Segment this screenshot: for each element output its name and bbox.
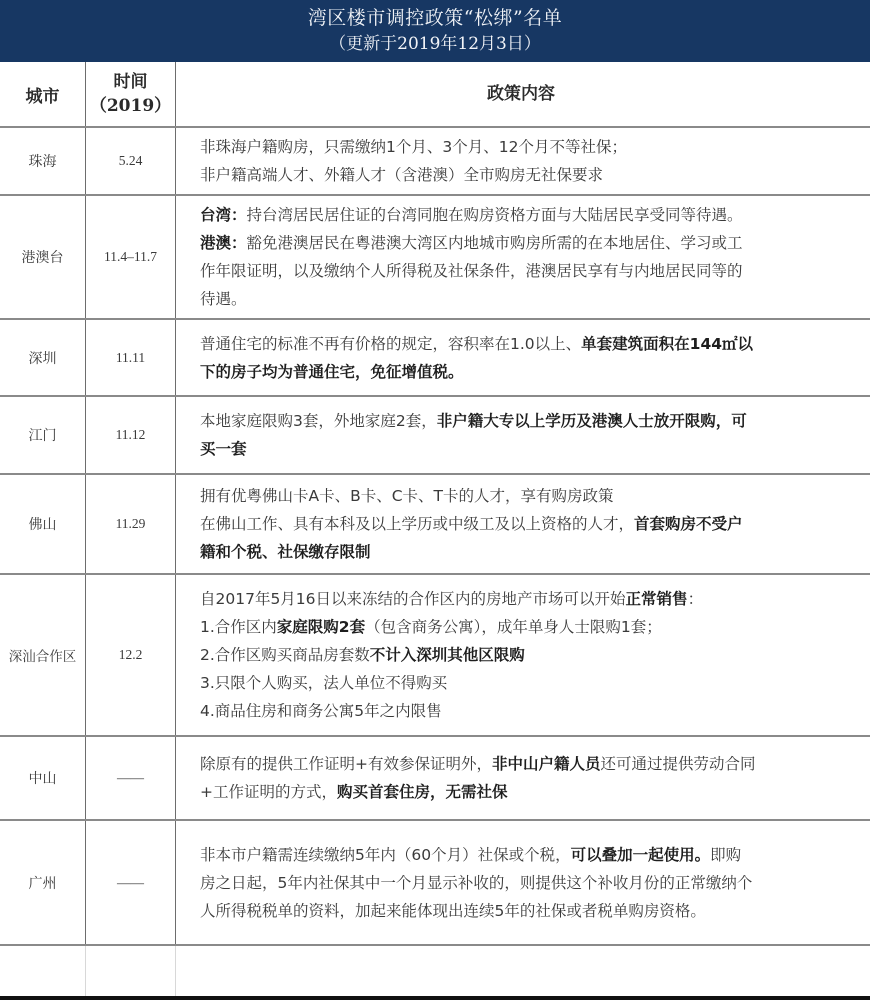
policy-text: 本地家庭限购3套，外地家庭2套， [200, 412, 437, 430]
time-cell: 11.12 [86, 397, 176, 473]
table-row [0, 575, 870, 737]
policy-text-bold: 单套建筑面积在144㎡以 [581, 334, 754, 353]
policy-line [200, 358, 753, 386]
policy-text: 待遇。 [200, 290, 247, 308]
empty-content-cell [176, 946, 870, 996]
table-row [0, 320, 870, 397]
policy-line [200, 841, 752, 869]
policy-text: 自2017年5月16日以来冻结的合作区内的房地产市场可以开始 [200, 590, 626, 608]
update-date-subtitle: （更新于2019年12月3日） [329, 34, 541, 54]
policy-text: 豁免港澳居民在粤港澳大湾区内地城市购房所需的在本地居住、学习或工 [246, 234, 743, 252]
policy-text-bold: 购买首套住房，无需社保 [337, 783, 508, 801]
policy-line [200, 229, 743, 257]
header-time-label: 时间 [113, 72, 148, 92]
policy-text-bold: 家庭限购2套 [276, 618, 366, 636]
policy-content-cell [176, 128, 870, 194]
table-row [0, 128, 870, 196]
bottom-edge [0, 996, 870, 1000]
policy-text: 在佛山工作、具有本科及以上学历或中级工及以上资格的人才， [200, 515, 635, 533]
policy-line [200, 285, 743, 313]
policy-content-cell [176, 737, 870, 819]
policy-text-bold: 港澳： [200, 234, 247, 252]
policy-text: 作年限证明，以及缴纳个人所得税及社保条件，港澳居民享有与内地居民同等的 [200, 262, 743, 280]
header-city: 城市 [0, 62, 86, 126]
policy-content-cell [176, 575, 870, 735]
policy-text-bold: 首套购房不受户 [634, 515, 743, 533]
policy-text: 2.合作区购买商品房套数 [200, 646, 370, 664]
policy-line [200, 538, 743, 566]
policy-text: （包含商务公寓），成年单身人士限购1套； [365, 618, 662, 636]
policy-line [200, 257, 743, 285]
city-cell: 广州 [0, 821, 86, 944]
city-cell: 港澳台 [0, 196, 86, 318]
table-row [0, 397, 870, 475]
policy-line [200, 435, 747, 463]
time-cell: 5.24 [86, 128, 176, 194]
policy-content-cell [176, 397, 870, 473]
header-time [86, 62, 176, 126]
table-row [0, 821, 870, 946]
header-content: 政策内容 [487, 84, 555, 104]
time-cell: 11.4–11.7 [86, 196, 176, 318]
policy-content-cell [176, 196, 870, 318]
policy-text: 即购 [710, 845, 742, 864]
policy-text: 除原有的提供工作证明+有效参保证明外， [200, 755, 492, 773]
policy-line [200, 585, 703, 613]
policy-line [200, 201, 743, 229]
policy-text: +工作证明的方式， [200, 783, 337, 801]
time-cell: —— [86, 821, 176, 944]
time-cell: 11.29 [86, 475, 176, 573]
policy-text: 非本市户籍需连续缴纳5年内（60个月）社保或个税， [200, 845, 571, 864]
policy-text: 普通住宅的标准不再有价格的规定，容积率在1.0以上、 [200, 334, 582, 353]
city-cell: 深汕合作区 [0, 575, 86, 735]
header-time-year: （2019） [89, 96, 172, 116]
policy-text: ： [687, 590, 704, 608]
policy-text-bold: 下的房子均为普通住宅，免征增值税。 [200, 362, 464, 381]
policy-text-bold: 正常销售 [625, 590, 688, 608]
policy-text-bold: 买一套 [200, 440, 247, 458]
city-cell: 佛山 [0, 475, 86, 573]
empty-table-row [0, 946, 870, 996]
policy-line [200, 697, 703, 725]
policy-line [200, 669, 703, 697]
policy-line [200, 330, 753, 358]
policy-content-cell [176, 821, 870, 944]
policy-text: 非户籍高端人才、外籍人才（含港澳）全市购房无社保要求 [200, 166, 604, 184]
time-cell: 11.11 [86, 320, 176, 395]
policy-text: 1.合作区内 [200, 618, 277, 636]
city-cell: 深圳 [0, 320, 86, 395]
policy-line [200, 510, 743, 538]
table-row [0, 196, 870, 320]
policy-line [200, 133, 627, 161]
table-row [0, 737, 870, 821]
policy-text-bold: 籍和个税、社保缴存限制 [200, 543, 371, 561]
policy-text: 4.商品住房和商务公寓5年之内限售 [200, 702, 442, 720]
policy-text: 房之日起，5年内社保其中一个月显示补收的，则提供这个补收月份的正常缴纳个 [200, 873, 753, 892]
policy-line [200, 869, 752, 897]
policy-text-bold: 非户籍大专以上学历及港澳人士放开限购，可 [436, 412, 747, 430]
policy-text: 持台湾居民居住证的台湾同胞在购房资格方面与大陆居民享受同等待遇。 [246, 206, 743, 224]
policy-text: 人所得税税单的资料，加起来能体现出连续5年的社保或者税单购房资格。 [200, 901, 706, 920]
policy-text-bold: 台湾： [200, 206, 247, 224]
policy-line [200, 613, 703, 641]
empty-city-cell [0, 946, 86, 996]
policy-line [200, 750, 756, 778]
page-title: 湾区楼市调控政策“松绑”名单 [307, 7, 563, 29]
city-cell: 珠海 [0, 128, 86, 194]
time-cell: —— [86, 737, 176, 819]
table-header-row [0, 62, 870, 128]
table-row [0, 475, 870, 575]
policy-text: 拥有优粤佛山卡A卡、B卡、C卡、T卡的人才，享有购房政策 [200, 487, 614, 505]
policy-text: 3.只限个人购买，法人单位不得购买 [200, 674, 448, 692]
empty-time-cell [86, 946, 176, 996]
city-cell: 中山 [0, 737, 86, 819]
policy-text-bold: 可以叠加一起使用。 [570, 845, 711, 864]
policy-text: 非珠海户籍购房，只需缴纳1个月、3个月、12个月不等社保； [200, 138, 627, 156]
policy-content-cell [176, 320, 870, 395]
policy-line [200, 641, 703, 669]
policy-line [200, 897, 752, 925]
policy-line [200, 407, 747, 435]
policy-text: 还可通过提供劳动合同 [600, 755, 756, 773]
time-cell: 12.2 [86, 575, 176, 735]
policy-text-bold: 不计入深圳其他区限购 [369, 646, 525, 664]
title-banner [0, 0, 870, 62]
city-cell: 江门 [0, 397, 86, 473]
policy-line [200, 161, 627, 189]
policy-line [200, 778, 756, 806]
policy-text-bold: 非中山户籍人员 [492, 755, 601, 773]
policy-content-cell [176, 475, 870, 573]
policy-line [200, 482, 743, 510]
